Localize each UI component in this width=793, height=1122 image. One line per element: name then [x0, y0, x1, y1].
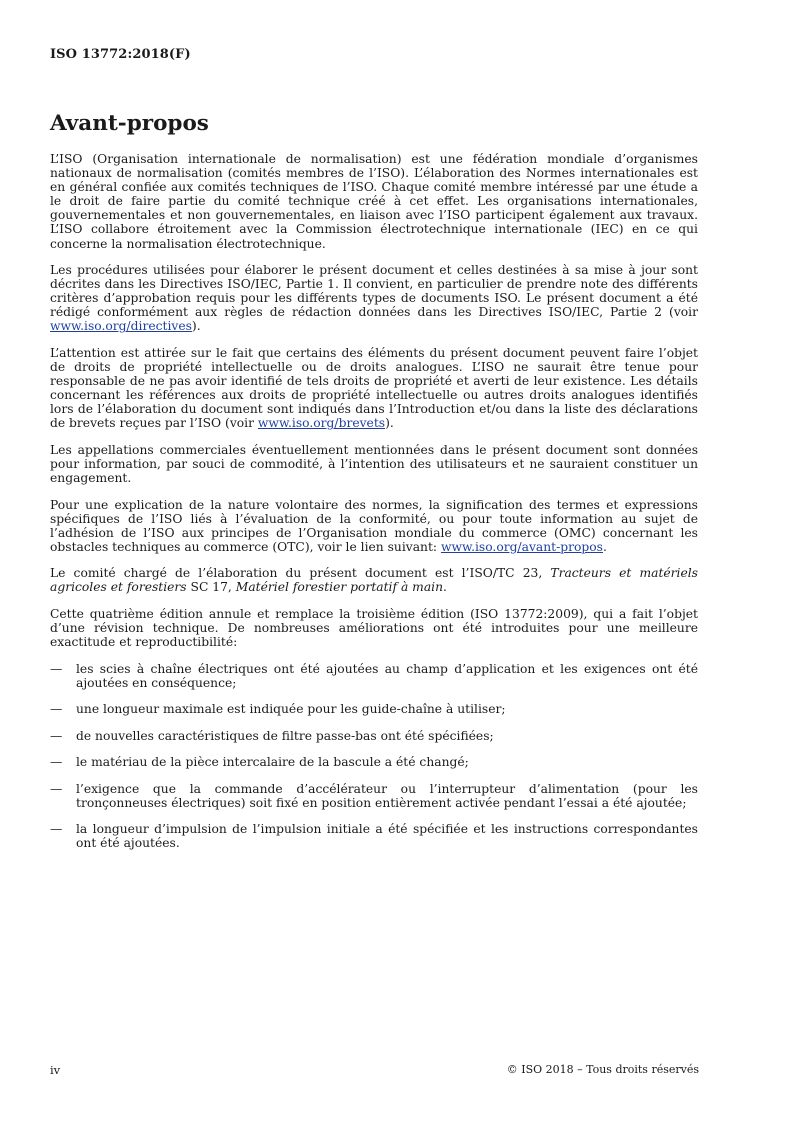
paragraph-text: Les appellations commerciales éventuellement mentionnées dans le présent document sont données pour information, par souci de commodité, à l’intention des utilisateurs et ne sauraient constituer un engagement.: [50, 442, 698, 486]
list-item: [50, 662, 698, 690]
paragraph-text: Cette quatrième édition annule et remplace la troisième édition (ISO 13772:2009), qui a fait l’objet d’une révision technique. De nombreuses améliorations ont été introduites pour une meilleure exactitude et reproductibilité:: [50, 606, 698, 650]
document-id: ISO 13772:2018(F): [50, 47, 191, 62]
paragraph-trade-names: [50, 443, 698, 485]
list-item-text: le matériau de la pièce intercalaire de la bascule a été changé;: [76, 755, 469, 770]
copyright-notice: © ISO 2018 – Tous droits réservés: [506, 1063, 699, 1076]
paragraph-text: .: [443, 580, 447, 595]
paragraph-patents: [50, 346, 698, 431]
list-item-text: l’exigence que la commande d’accélérateur ou l’interrupteur d’alimentation (pour les tronçonneuses électriques) soit fixé en position entièrement activée pendant l’essai a été ajoutée;: [76, 781, 698, 810]
committee-name: Tracteurs et matériels agricoles et forestiers: [50, 566, 698, 595]
paragraph-text: SC 17,: [186, 580, 236, 595]
dash-marker: —: [50, 728, 63, 743]
paragraph-voluntary-nature: [50, 498, 698, 554]
list-item-text: la longueur d’impulsion de l’impulsion initiale a été spécifiée et les instructions correspondantes ont été ajoutées.: [76, 822, 698, 851]
paragraph-text: ).: [191, 319, 201, 334]
subcommittee-name: Matériel forestier portatif à main: [235, 580, 444, 595]
dash-marker: —: [50, 702, 63, 717]
foreword-link[interactable]: www.iso.org/avant-propos: [440, 539, 603, 554]
paragraph-text: L’ISO (Organisation internationale de normalisation) est une fédération mondiale d’organismes nationaux de normalisation (comités membres de l’ISO). L’élaboration des Normes internationales est en général confiée aux comités techniques de l’ISO. Chaque comité membre intéressé par une étude a le droit de faire partie du comité technique créé à cet effet. Les organisations internationales, gouvernementales et non gouvernementales, en liaison avec l’ISO participent également aux travaux. L’ISO collabore étroitement avec la Commission électrotechnique internationale (IEC) en ce qui concerne la normalisation électrotechnique.: [50, 152, 698, 251]
list-item: [50, 755, 698, 769]
dash-marker: —: [50, 661, 63, 676]
list-item: [50, 822, 698, 850]
paragraph-text: Pour une explication de la nature volontaire des normes, la signification des termes et expressions spécifiques de l’ISO liés à l’évaluation de la conformité, ou pour toute information au sujet de l’adhésion de l’ISO aux principes de l’Organisation mondiale du commerce (OMC) concernant les obstacles techniques au commerce (OTC), voir le lien suivant:: [50, 497, 698, 554]
paragraph-text: Les procédures utilisées pour élaborer le présent document et celles destinées à sa mise à jour sont décrites dans les Directives ISO/IEC, Partie 1. Il convient, en particulier de prendre note des différents critères d’approbation requis pour les différents types de documents ISO. Le présent document a été rédigé conformément aux règles de rédaction données dans les Directives ISO/IEC, Partie 2 (voir: [50, 263, 698, 320]
dash-marker: —: [50, 781, 63, 796]
dash-marker: —: [50, 822, 63, 837]
section-title: Avant-propos: [50, 111, 209, 136]
paragraph-iso-intro: [50, 152, 698, 251]
page-number: iv: [50, 1063, 61, 1077]
list-item: [50, 729, 698, 743]
paragraph-committee: [50, 566, 698, 594]
paragraph-procedures: [50, 263, 698, 333]
foreword-body: [50, 152, 698, 863]
list-item-text: une longueur maximale est indiquée pour les guide-chaîne à utiliser;: [76, 702, 506, 717]
list-item: [50, 782, 698, 810]
paragraph-text: .: [603, 539, 607, 554]
changes-list: [50, 662, 698, 851]
paragraph-edition: [50, 607, 698, 649]
list-item: [50, 702, 698, 716]
list-item-text: les scies à chaîne électriques ont été ajoutées au champ d’application et les exigences ont été ajoutées en conséquence;: [76, 661, 698, 690]
paragraph-text: ).: [385, 416, 394, 431]
directives-link[interactable]: www.iso.org/directives: [50, 319, 192, 334]
dash-marker: —: [50, 755, 63, 770]
paragraph-text: Le comité chargé de l’élaboration du présent document est l’ISO/TC 23,: [50, 566, 551, 581]
patents-link[interactable]: www.iso.org/brevets: [257, 416, 386, 431]
list-item-text: de nouvelles caractéristiques de filtre passe-bas ont été spécifiées;: [76, 728, 494, 743]
paragraph-text: L’attention est attirée sur le fait que certains des éléments du présent document peuvent faire l’objet de droits de propriété intellectuelle ou de droits analogues. L’ISO ne saurait être tenue pour responsable de ne pas avoir identifié de tels droits de propriété et averti de leur existence. Les détails concernant les références aux droits de propriété intellectuelle ou autres droits analogues identifiés lors de l’élaboration du document sont indiqués dans l’Introduction et/ou dans la liste des déclarations de brevets reçues par l’ISO (voir: [50, 345, 698, 431]
